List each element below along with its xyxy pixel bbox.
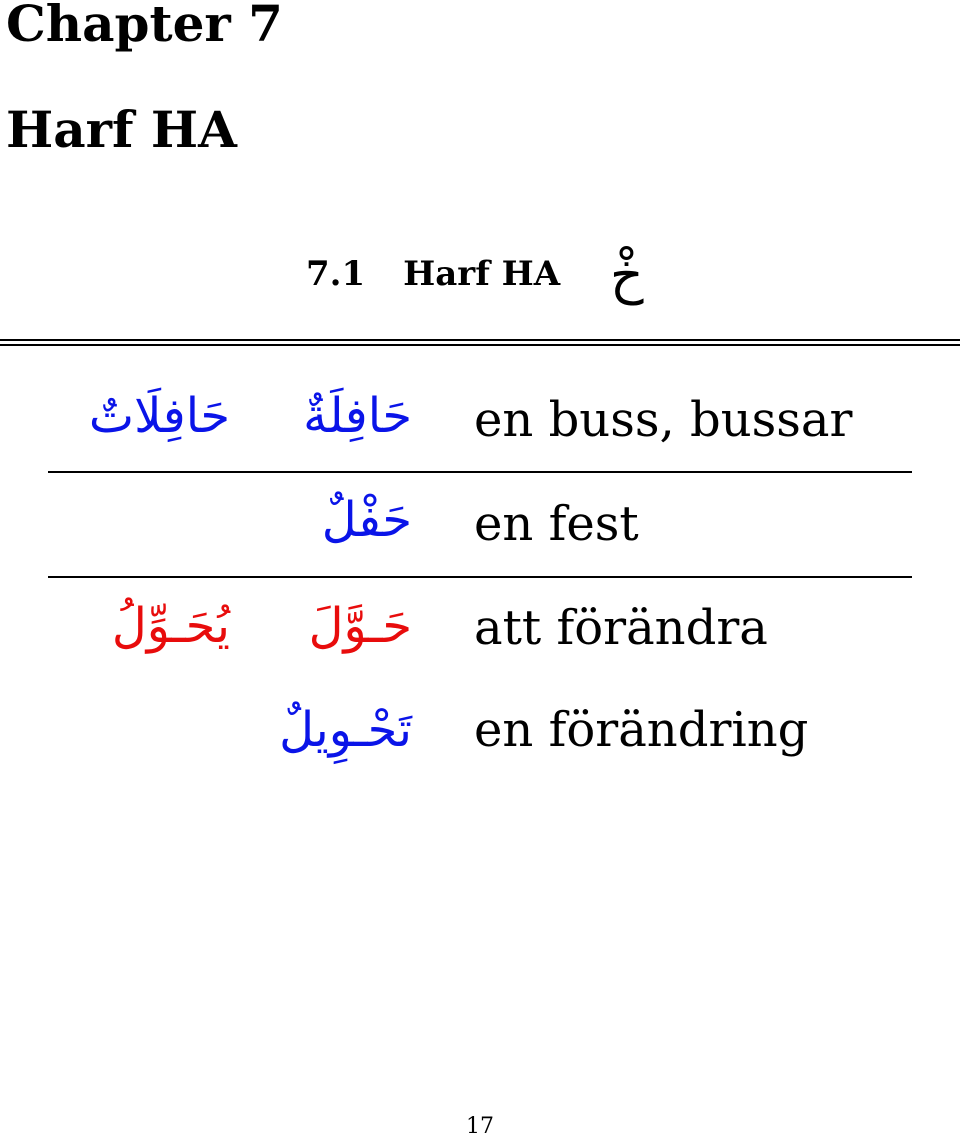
arabic-word: تَحْـوِيلٌ (279, 702, 412, 758)
section-arabic-letter: خْ (610, 246, 644, 306)
chapter-label: Chapter 7 (6, 0, 283, 53)
arabic-word-plural: حَافِلَاتٌ (88, 388, 230, 444)
section-heading (306, 252, 560, 296)
chapter-title: Harf HA (6, 100, 237, 159)
arabic-verb-past: حَـوَّلَ (308, 598, 412, 654)
section-title: Harf HA (403, 254, 561, 294)
swedish-translation: att förändra (474, 600, 768, 656)
section-number: 7.1 (306, 254, 366, 294)
page-number: 17 (466, 1114, 494, 1139)
double-rule-divider (0, 339, 960, 346)
swedish-translation: en fest (474, 496, 639, 552)
row-divider (48, 471, 912, 473)
row-divider (48, 576, 912, 578)
arabic-word-singular: حَافِلَةٌ (303, 388, 412, 444)
arabic-word: حَفْلٌ (321, 492, 412, 548)
arabic-verb-present: يُحَـوِّلُ (111, 598, 230, 654)
swedish-translation: en buss, bussar (474, 392, 853, 448)
swedish-translation: en förändring (474, 702, 809, 758)
